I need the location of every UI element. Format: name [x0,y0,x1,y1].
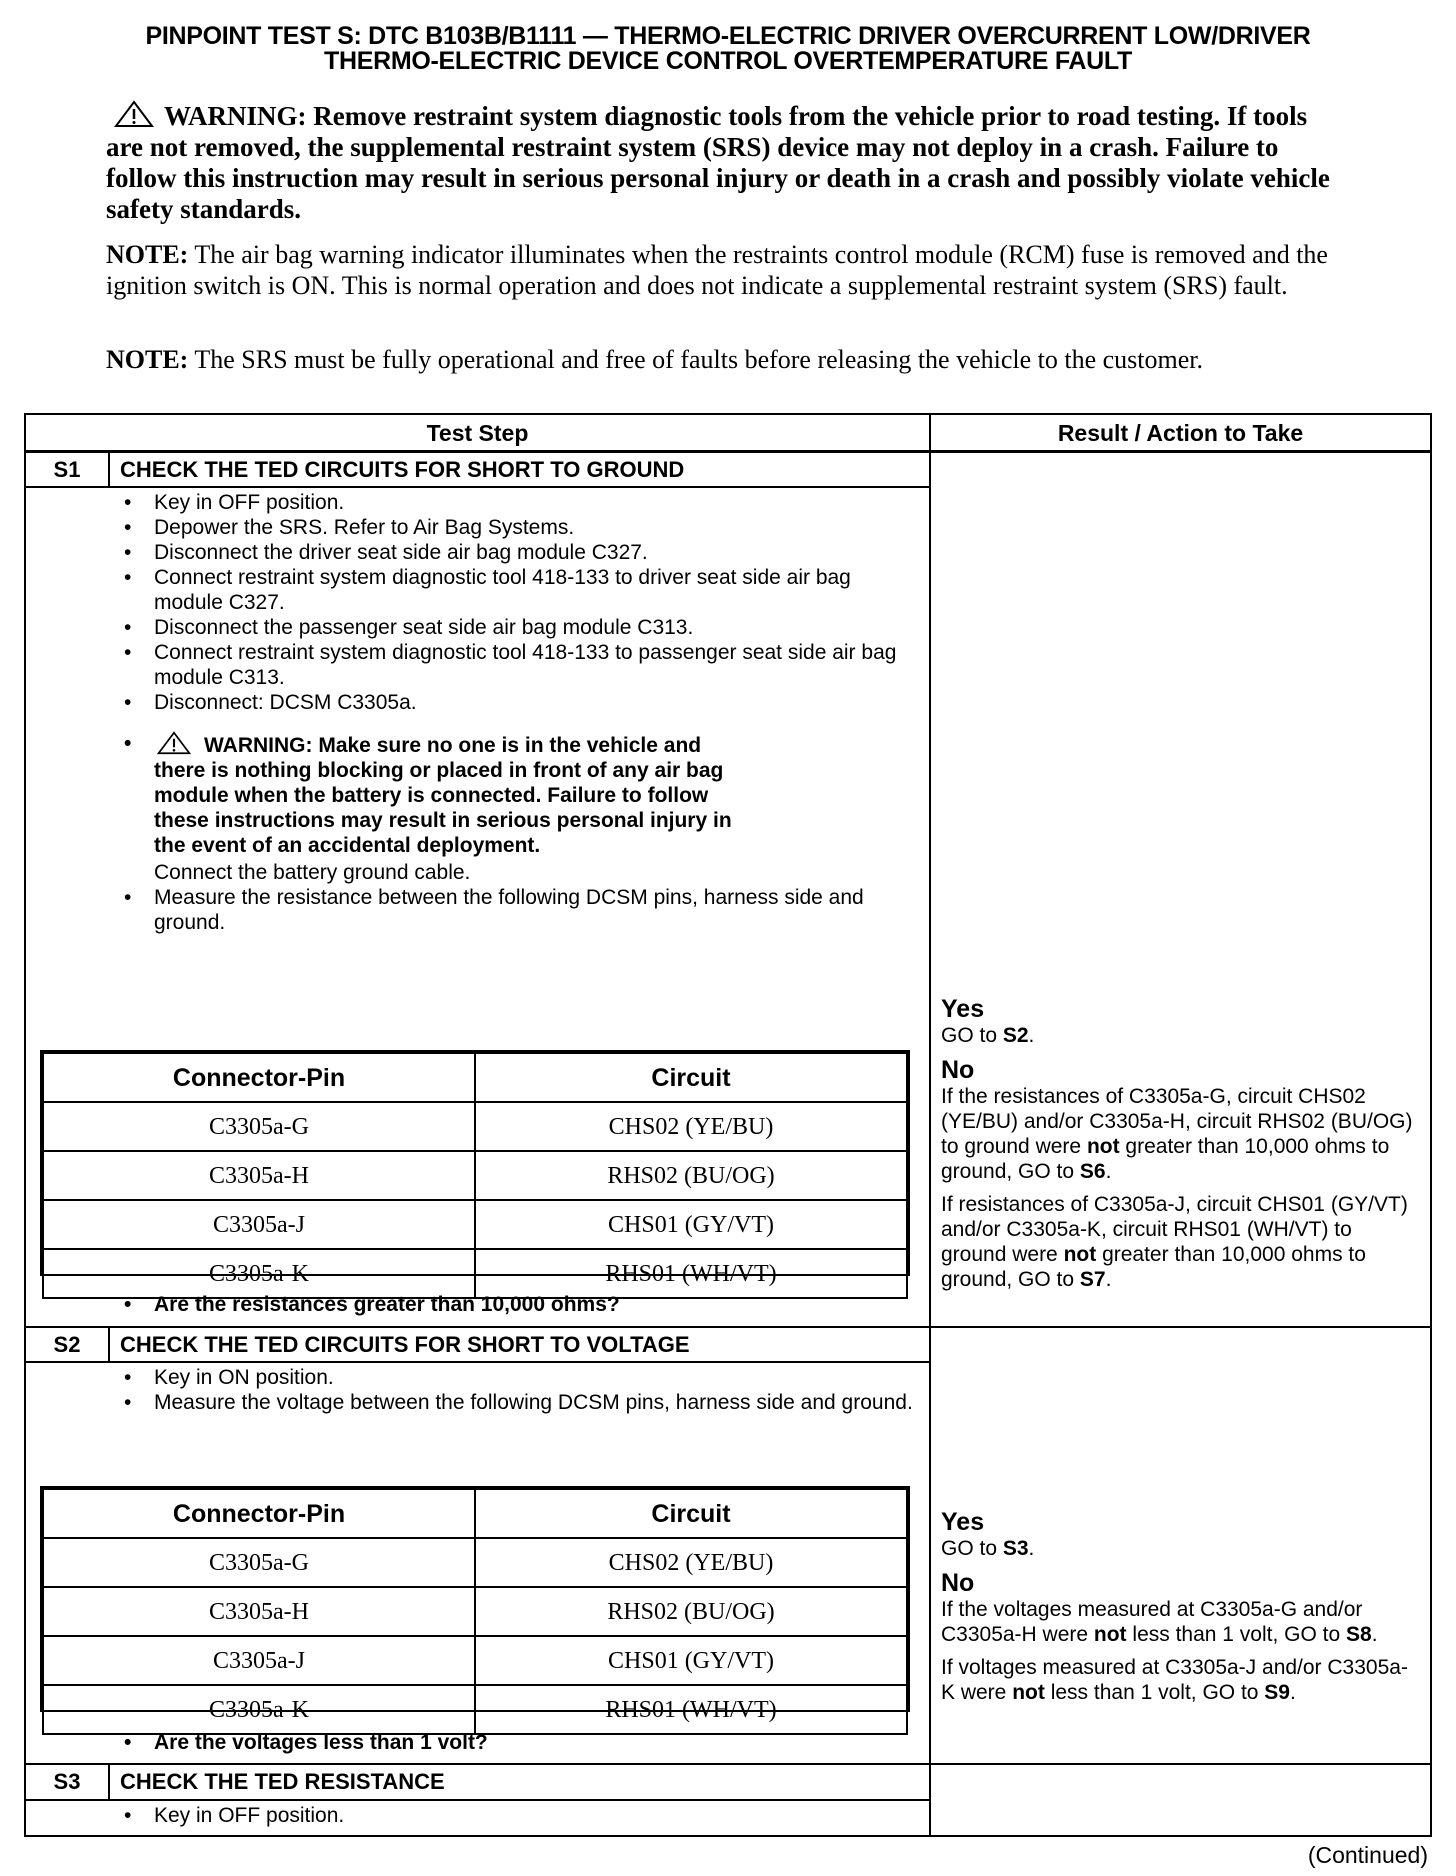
circuit-cell: CHS01 (GY/VT) [475,1200,907,1249]
no-label: No [941,1056,975,1084]
step-question [118,1730,908,1755]
circuit-cell: CHS01 (GY/VT) [475,1636,907,1685]
table-row [43,1102,907,1151]
bullet-list [118,885,908,935]
list-item: • Measure the resistance between the following DCSM pins, harness side and ground. [118,885,908,935]
step-question [118,1292,908,1317]
list-item: • Disconnect the passenger seat side air bag module C313. [118,615,908,640]
step-s2-instructions [118,1365,918,1415]
no-label: No [941,1569,975,1597]
column-header: Connector-Pin [43,1489,475,1538]
step-title: CHECK THE TED RESISTANCE [120,1769,445,1794]
list-item: • Measure the voltage between the following DCSM pins, harness side and ground. [118,1390,918,1415]
result-text: greater than 10,000 ohms to ground, GO to [941,1135,1390,1183]
list-item: • Connect restraint system diagnostic tool 418-133 to passenger seat side air bag module C313. [118,640,908,690]
warning-text: Make sure no one is in the vehicle and there is nothing blocking or placed in front of any air bag module when the battery is connected. Failure to follow these instructions may result in serious personal injury in the event of an accidental deployment. [154,734,732,857]
cell-divider [108,1764,110,1800]
no-action [941,1084,1416,1184]
cell-divider [108,452,110,487]
connector-pin-cell: C3305a-K [43,1685,475,1734]
list-item: • Disconnect the driver seat side air bag module C327. [118,540,908,565]
step-number: S2 [53,1332,81,1357]
result-text: If resistances of C3305a-J, circuit CHS01 (GY/VT) and/or C3305a-K, circuit RHS01 (WH/VT) to ground were [941,1193,1408,1266]
note-text: The SRS must be fully operational and free of faults before releasing the vehicle to the customer. [188,345,1204,374]
bullet-list [118,490,908,715]
yes-action [941,1023,1416,1048]
header-result: Result / Action to Take [1057,420,1304,446]
connector-pin-cell: C3305a-J [43,1200,475,1249]
step-reference: S9 [1264,1681,1290,1704]
warning-block [106,100,1338,225]
connector-pin-cell: C3305a-G [43,1538,475,1587]
pinpoint-test-table [24,413,1432,1837]
circuit-cell: RHS01 (WH/VT) [475,1249,907,1298]
result-text: less than 1 volt, GO to [1044,1681,1265,1704]
connector-pin-cell: C3305a-H [43,1151,475,1200]
table-row [43,1636,907,1685]
list-item: Connect the battery ground cable. [154,861,471,884]
step-s3-instructions [118,1803,918,1828]
result-text: . [1371,1623,1378,1646]
step-reference: not [1012,1681,1045,1704]
result-text: GO to [941,1537,1003,1560]
table-row [43,1587,907,1636]
question-text: • Are the resistances greater than 10,000 ohms? [118,1292,908,1317]
result-text: . [1289,1681,1296,1704]
table-row [43,1249,907,1298]
note-2 [106,344,1338,375]
circuit-cell: RHS02 (BU/OG) [475,1151,907,1200]
column-divider [929,415,931,1835]
warning-triangle-icon [114,100,154,128]
circuit-cell: RHS02 (BU/OG) [475,1587,907,1636]
note-label: NOTE: [106,240,189,269]
question-text: • Are the voltages less than 1 volt? [118,1730,908,1755]
list-item: • Connect restraint system diagnostic tool 418-133 to driver seat side air bag module C327. [118,565,908,615]
row-divider [26,1799,929,1801]
list-item: • Key in ON position. [118,1365,918,1390]
result-text: . [1105,1268,1112,1291]
table-row [43,1200,907,1249]
list-item: • Key in OFF position. [118,490,908,515]
result-text: . [1028,1024,1035,1047]
page-title [0,24,1456,74]
list-item: • Depower the SRS. Refer to Air Bag Systems. [118,515,908,540]
bullet-list [118,731,908,885]
result-text: If the resistances of C3305a-G, circuit CHS02 (YE/BU) and/or C3305a-H, circuit RHS02 (BU/OG) to ground were [941,1085,1413,1158]
list-item: • Disconnect: DCSM C3305a. [118,690,908,715]
result-text: . [1028,1537,1035,1560]
result-text: If the voltages measured at C3305a-G and/or C3305a-H were [941,1598,1363,1646]
step-reference: S6 [1079,1160,1106,1183]
step-title: CHECK THE TED CIRCUITS FOR SHORT TO GROUND [120,457,685,482]
column-header: Circuit [475,1053,907,1102]
table-row [43,1538,907,1587]
table-row [43,1151,907,1200]
warning-label: WARNING: [164,101,307,131]
yes-label: Yes [941,995,985,1023]
table-header-row [43,1489,907,1538]
note-label: NOTE: [106,345,189,374]
note-text: The air bag warning indicator illuminates when the restraints control module (RCM) fuse is removed and the ignition switch is ON. This is normal operation and does not indicate a supplemental restraint system (SRS) fault. [106,240,1328,300]
no-action [941,1597,1416,1647]
step-reference: S3 [1002,1537,1029,1560]
step-reference: not [1063,1243,1097,1266]
yes-action [941,1536,1416,1561]
circuit-cell: CHS02 (YE/BU) [475,1538,907,1587]
result-text: If voltages measured at C3305a-J and/or C3305a-K were [941,1656,1408,1704]
header-test-step: Test Step [426,420,529,446]
warning-text: Remove restraint system diagnostic tools from the vehicle prior to road testing. If tools are not removed, the supplemental restraint system (SRS) device may not deploy in a crash. Failure to follow this instruction may result in serious personal injury or death in a crash and possibly violate vehicle safety standards. [106,101,1330,224]
step-number: S3 [53,1769,81,1794]
table-row [43,1685,907,1734]
cell-divider [108,1327,110,1362]
connector-pin-cell: C3305a-H [43,1587,475,1636]
warning-label: WARNING: [204,734,313,757]
step-reference: not [1086,1135,1120,1158]
continued-label: (Continued) [1307,1842,1428,1868]
step-title: CHECK THE TED CIRCUITS FOR SHORT TO VOLTAGE [120,1332,690,1357]
note-1 [106,239,1338,301]
column-header: Circuit [475,1489,907,1538]
title-line-2: THERMO-ELECTRIC DEVICE CONTROL OVERTEMPERATURE FAULT [323,47,1133,75]
step-reference: S7 [1079,1268,1106,1291]
list-item [118,731,908,858]
connector-pin-cell: C3305a-J [43,1636,475,1685]
connector-pin-cell: C3305a-G [43,1102,475,1151]
result-text: greater than 10,000 ohms to ground, GO to [941,1243,1366,1291]
table-header-row [43,1053,907,1102]
result-text: GO to [941,1024,1003,1047]
circuit-cell: RHS01 (WH/VT) [475,1685,907,1734]
result-text: . [1105,1160,1112,1183]
result-s2 [941,1508,1416,1713]
step-reference: S2 [1002,1024,1029,1047]
column-header: Connector-Pin [43,1053,475,1102]
result-s1 [941,995,1416,1300]
connector-pin-table [40,1050,910,1287]
step-reference: S8 [1346,1623,1372,1646]
no-action [941,1655,1416,1705]
list-item: • Key in OFF position. [118,1803,918,1828]
no-action [941,1192,1416,1292]
step-s1-instructions [118,490,908,935]
connector-pin-cell: C3305a-K [43,1249,475,1298]
step-reference: not [1093,1623,1127,1646]
yes-label: Yes [941,1508,985,1536]
step-number: S1 [53,457,81,482]
result-text: less than 1 volt, GO to [1126,1623,1346,1646]
circuit-cell: CHS02 (YE/BU) [475,1102,907,1151]
warning-triangle-icon [154,731,194,755]
title-line-1: PINPOINT TEST S: DTC B103B/B1111 — THERMO-ELECTRIC DRIVER OVERCURRENT LOW/DRIVER [145,22,1311,50]
connector-pin-table [40,1486,910,1723]
